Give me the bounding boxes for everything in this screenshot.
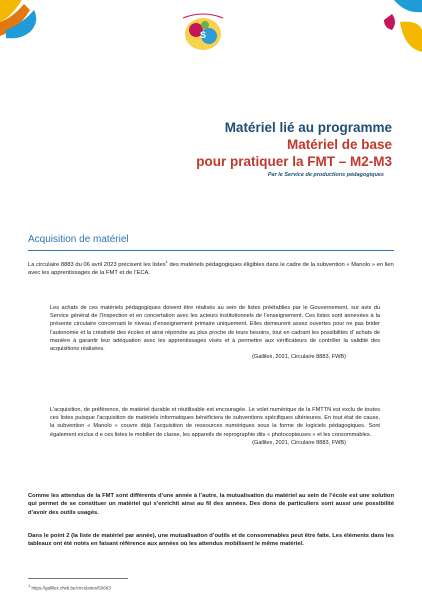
quote-1-text: Les achats de ces matériels pédagogiques doivent être réalisés au sein de listes préétablies par le Gouvernement, sur avis du Service général de l’Inspection et en concertation avec les acteurs institutionnels de l’enseignement. Ces listes sont annexées à la présente circulaire concernant le niveau d’enseignement primaire uniquement. Elles demeurent assez ouvertes pour ne pas brider l’autonomie et la créativité des écoles et ainsi répondre au plus proche de leurs besoins, tout en cadrant les possibilités d’ achats de manière à garantir leur adéquation avec les apprentissages visés et à permettre aux vérificateurs de contrôler la validité des acquisitions réalisées.: [50, 305, 380, 353]
section-heading: Acquisition de matériel: [28, 234, 129, 245]
paragraph-liste-materiel: Dans le point 2 (la liste de matériel par année), une mutualisation d’outils et de consommables peut être faite. Les éléments dans les tableaux ont été notés en faisant référence aux années où les attendus mobilisent le même matériel.: [28, 533, 394, 548]
footnote-number: 1: [28, 583, 31, 588]
intro-paragraph: [28, 258, 394, 277]
title-line-2: Matériel de base: [286, 137, 392, 152]
top-right-decoration: [362, 0, 422, 60]
footnote-divider: [28, 578, 128, 579]
footnote-link[interactable]: https://gallilex.cfwb.be/circulaires/50663: [30, 585, 111, 591]
title-block: [196, 120, 392, 178]
title-line-3: pour pratiquer la FMT – M2-M3: [196, 154, 392, 169]
intro-text-after: des matériels pédagogiques éligibles dans le cadre de la subvention « Manolo » en lien avec les apprentissages de la FMT et de l’ECA.: [28, 261, 394, 277]
paragraph-mutualisation: Comme les attendus de la FMT sont différents d’une année à l’autre, la mutualisation du matériel au sein de l’école est une solution qui permet de se constituer un matériel qui s’enrichit ainsi au fil des années. Des dons de particuliers sont aussi une possibilité d’avoir des outils usagés.: [28, 493, 394, 516]
footnote: [28, 583, 111, 591]
svg-text:S: S: [199, 30, 207, 40]
section-divider: [28, 250, 394, 251]
byline: Par le Service de productions pédagogiques: [267, 172, 384, 178]
footnote-ref[interactable]: 1: [165, 259, 168, 264]
logo-icon: [179, 12, 227, 54]
intro-text-before: La circulaire 8883 du 06 avril 2023 précisent les listes: [28, 261, 166, 268]
top-left-decoration: [0, 0, 60, 45]
quote-1-citation: (Gallilex, 2021, Circulaire 8883, FWB): [252, 354, 346, 361]
quote-block-2: [50, 406, 380, 447]
quote-2-text: L’acquisition, de préférence, de matériel durable et réutilisable est encouragée. Le volet numérique de la FMTTN est exclu de toutes ces listes puisque l’acquisition de matériels informatiques bénéficiera de subventions spécifiques ultérieures. En tout état de cause, la subvention « Manolo » couvre déjà l’acquisition de ressources numériques sous la forme de logiciels pédagogiques. Sont également exclus d e ces listes le mobilier de classe, les appareils de reprographie dits « photocopieuses » et les consommables.: [50, 407, 380, 438]
quote-block-1: [50, 304, 380, 361]
quote-2-citation: (Gallilex, 2021, Circulaire 8883, FWB): [252, 439, 346, 446]
title-line-1: Matériel lié au programme: [224, 120, 392, 135]
